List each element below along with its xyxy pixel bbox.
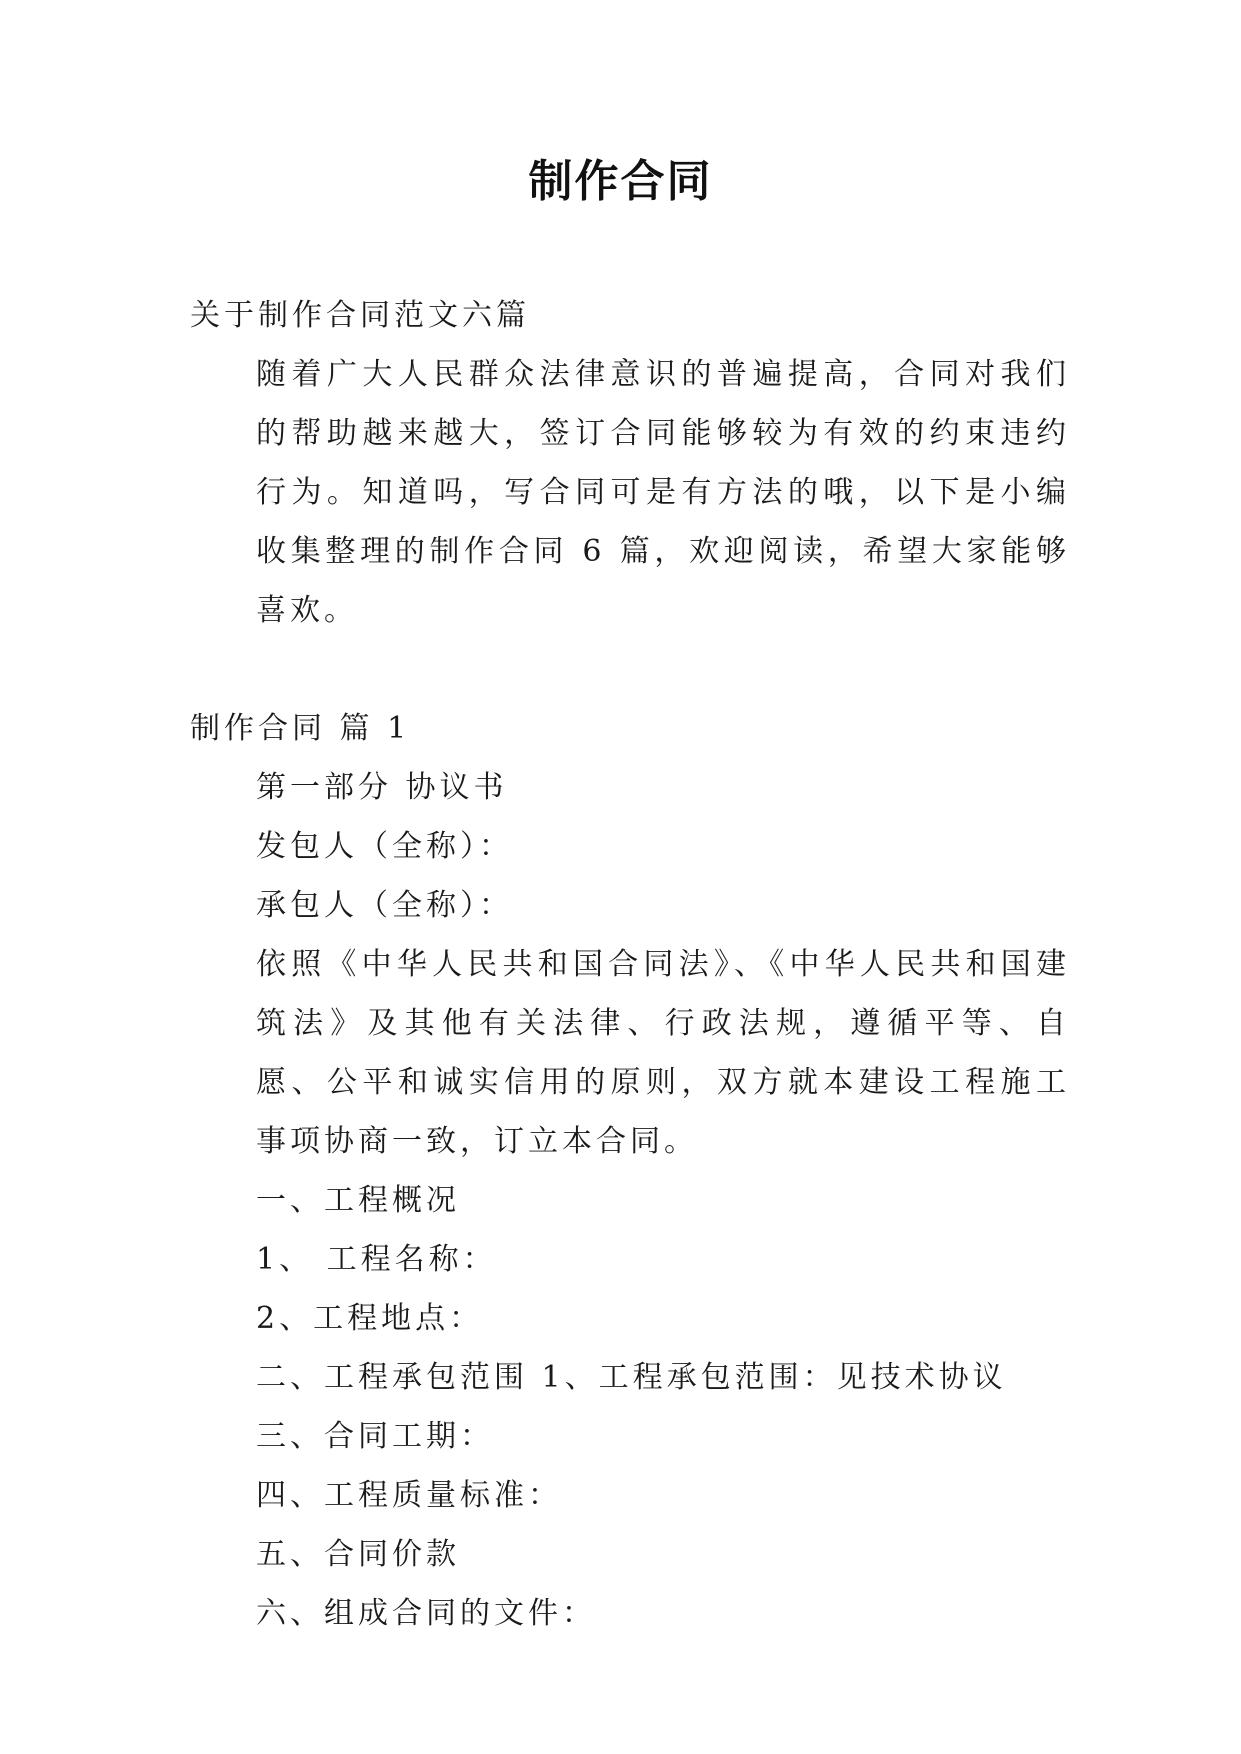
contractor-line: 承包人（全称）： bbox=[256, 888, 513, 923]
intro-heading: 关于制作合同范文六篇 bbox=[190, 298, 530, 333]
intro-paragraph: 随着广大人民群众法律意识的普遍提高，合同对我们的帮助越来越大，签订合同能够较为有效的约束违约行为。知道吗，写合同可是有方法的哦，以下是小编收集整理的制作合同 6 篇，欢迎阅读，希望大家能够喜欢。 bbox=[256, 357, 1070, 628]
spacer bbox=[190, 640, 1070, 699]
item-contract-documents: 六、组成合同的文件： bbox=[256, 1596, 596, 1631]
item-project-name: 1、 工程名称： bbox=[256, 1242, 497, 1277]
basis-paragraph: 依照《中华人民共和国合同法》、《中华人民共和国建筑法》及其他有关法律、行政法规，遵循平等、自愿、公平和诚实信用的原则，双方就本建设工程施工事项协商一致，订立本合同。 bbox=[256, 947, 1070, 1159]
item-duration: 三、合同工期： bbox=[256, 1419, 494, 1454]
document-title: 制作合同 bbox=[528, 156, 713, 207]
item-scope: 二、工程承包范围 1、工程承包范围：见技术协议 bbox=[256, 1360, 1007, 1395]
part-one-heading: 第一部分 协议书 bbox=[256, 770, 508, 805]
employer-line: 发包人（全称）： bbox=[256, 829, 513, 864]
item-project-location: 2、工程地点： bbox=[256, 1301, 484, 1336]
item-quality-standard: 四、工程质量标准： bbox=[256, 1478, 562, 1513]
section-heading: 制作合同 篇 1 bbox=[190, 711, 411, 746]
item-project-overview: 一、工程概况 bbox=[256, 1183, 460, 1218]
item-contract-price: 五、合同价款 bbox=[256, 1537, 460, 1572]
document-body bbox=[190, 286, 1070, 1643]
